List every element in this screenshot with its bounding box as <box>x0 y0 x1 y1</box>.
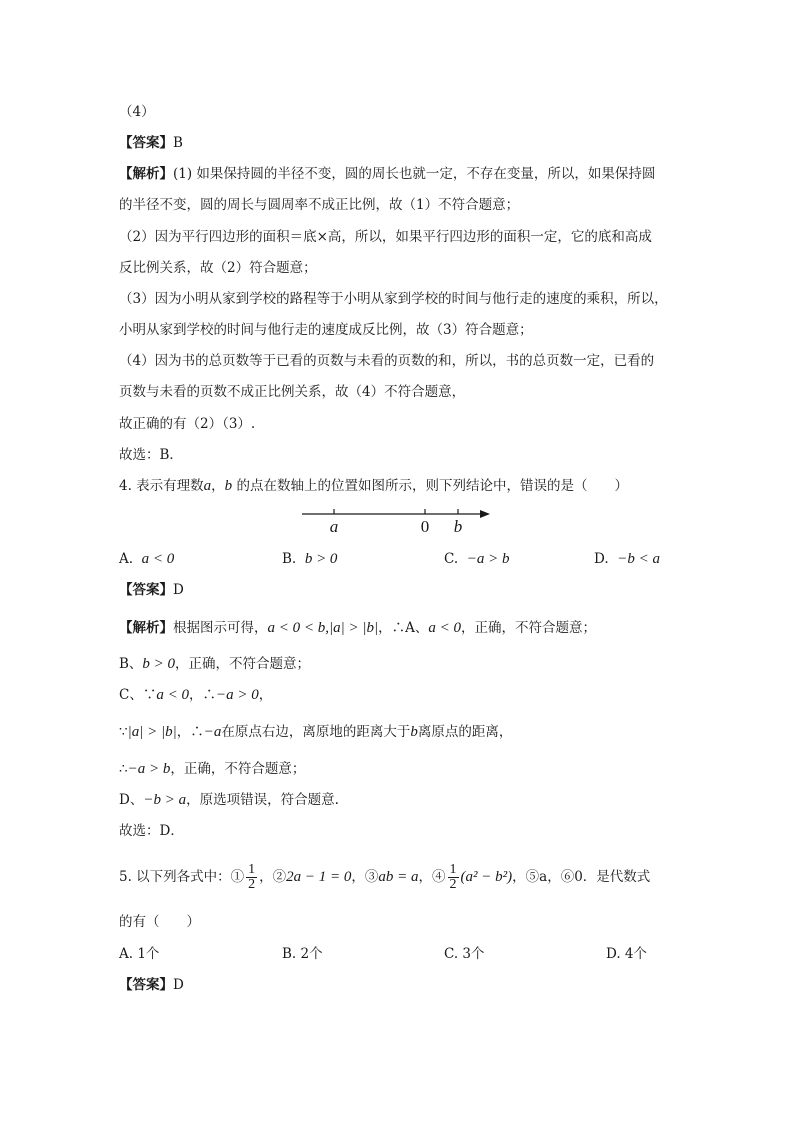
analysis-q3-line4: 反比例关系，故（2）符合题意； <box>119 260 317 276</box>
analysis-q3-line5: （3）因为小明从家到学校的路程等于小明从家到学校的时间与他行走的速度的乘积，所以， <box>119 291 668 307</box>
analysis-q4-line4: ∵|a| > |b|，∴−a在原点右边，离原地的距离大于b离原点的距离， <box>119 724 513 740</box>
analysis-q3-line8: 页数与未看的页数不成正比例关系，故（4）不符合题意， <box>119 384 466 400</box>
q4-option-a: A. a < 0 <box>119 551 175 567</box>
analysis-q4-line2: B、b > 0，正确，不符合题意； <box>119 656 311 672</box>
analysis-q3-line2: 的半径不变，圆的周长与圆周率不成正比例，故（1）不符合题意； <box>119 197 520 213</box>
analysis-q3-line6: 小明从家到学校的时间与他行走的速度成反比例，故（3）符合题意； <box>119 322 533 338</box>
question-5: 5. 以下列各式中：① $\frac{1}{2}$ ，②2a − 1 = 0，③ab = a，④ $\frac{1}{2}$ (a² − b²)，⑤a，⑥0．是代数式 <box>119 862 651 892</box>
analysis-q4-line7: 故选：D． <box>119 823 184 839</box>
answer-q5: 【答案】D <box>119 977 184 993</box>
analysis-q4-line1: 【解析】根据图示可得，a < 0 < b,|a| > |b|，∴A、a < 0，正确，不符合题意； <box>119 620 596 636</box>
label-0: 0 <box>420 517 430 536</box>
analysis-q3-line9: 故正确的有（2）（3）. <box>119 416 256 432</box>
q4-option-b: B. b > 0 <box>282 551 338 567</box>
number-line-arrow <box>480 510 490 518</box>
analysis-q4-line5: ∴−a > b，正确，不符合题意； <box>119 761 306 777</box>
label-a: a <box>329 517 339 536</box>
q5-option-a: A. 1个 <box>119 946 160 962</box>
answer-q4: 【答案】D <box>119 582 184 598</box>
item-label: （4） <box>119 104 155 120</box>
q4-option-c: C. −a > b <box>444 551 510 567</box>
question-5-cont: 的有（ ） <box>119 914 200 930</box>
analysis-q3-line10: 故选：B． <box>119 447 183 463</box>
analysis-q4-line3: C、∵a < 0，∴−a > 0， <box>119 687 273 703</box>
q4-option-d: D. −b < a <box>594 551 660 567</box>
analysis-q3-line7: （4）因为书的总页数等于已看的页数与未看的页数的和，所以，书的总页数一定，已看的 <box>119 353 655 369</box>
q5-option-c: C. 3个 <box>444 946 485 962</box>
fraction-half: $\frac{1}{2}$ <box>248 862 256 892</box>
analysis-q3-line1: 【解析】(1) 如果保持圆的半径不变，圆的周长也就一定，不存在变量，所以，如果保持圆 <box>119 166 656 182</box>
answer-q3: 【答案】B <box>119 135 183 151</box>
q5-option-b: B. 2个 <box>282 946 323 962</box>
fraction-half-2: $\frac{1}{2}$ <box>449 862 457 892</box>
analysis-q4-line6: D、−b > a，原选项错误，符合题意. <box>119 792 339 808</box>
question-4: 4. 表示有理数a，b 的点在数轴上的位置如图所示，则下列结论中，错误的是（ ） <box>119 478 628 494</box>
analysis-q3-line3: （2）因为平行四边形的面积＝底×高，所以，如果平行四边形的面积一定，它的底和高成 <box>119 229 652 245</box>
number-line-figure <box>300 500 500 540</box>
q5-option-d: D. 4个 <box>606 946 648 962</box>
label-b: b <box>453 517 463 536</box>
